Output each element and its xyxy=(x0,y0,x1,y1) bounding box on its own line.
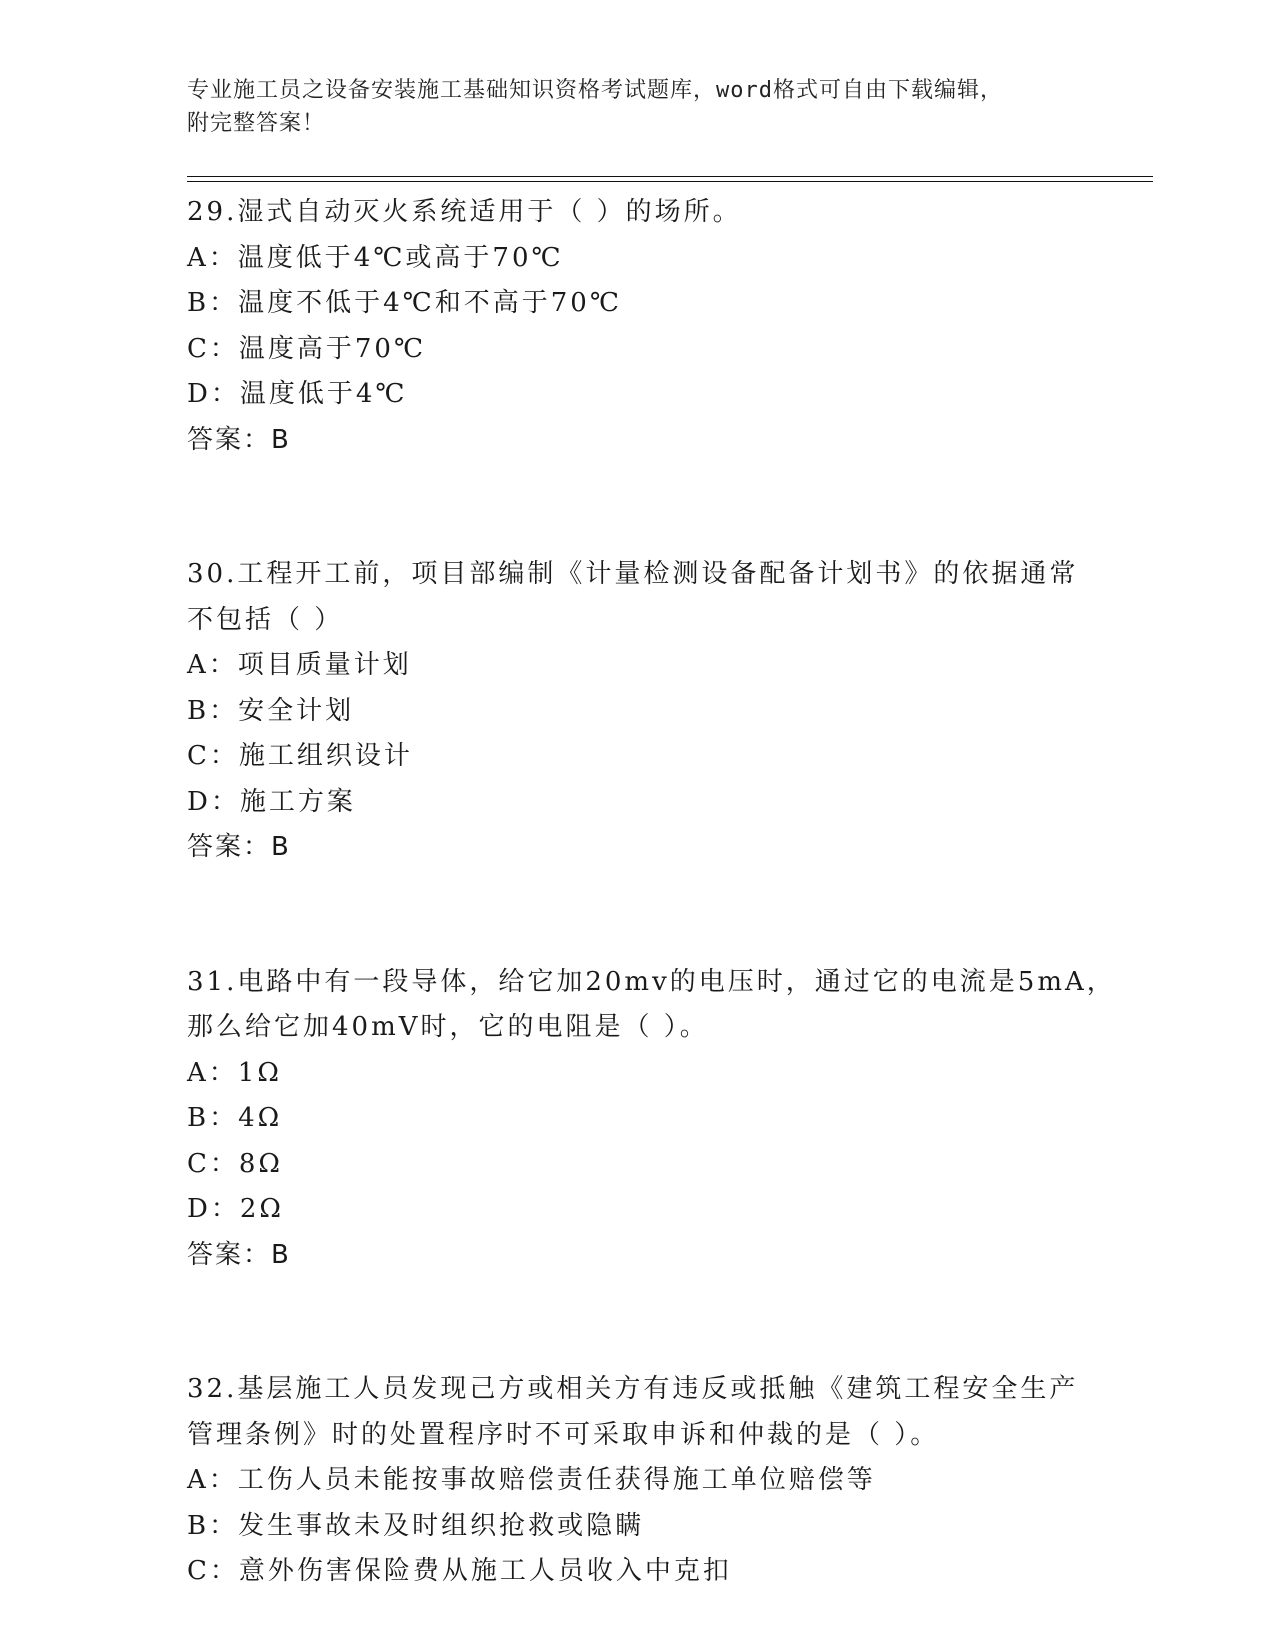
question-text: 31.电路中有一段导体，给它加20mv的电压时，通过它的电流是5mA， xyxy=(187,966,1116,997)
answer: 答案：B xyxy=(187,1239,291,1270)
question-text: 30.工程开工前，项目部编制《计量检测设备配备计划书》的依据通常 xyxy=(187,559,1079,589)
option-b: B：4Ω xyxy=(187,1103,283,1133)
option-a: A：1Ω xyxy=(187,1057,282,1088)
question-text: 32.基层施工人员发现己方或相关方有违反或抵触《建筑工程安全生产 xyxy=(187,1374,1079,1404)
answer: 答案：B xyxy=(187,424,291,455)
question-text-continued: 管理条例》时的处置程序时不可采取申诉和仲裁的是（ ）。 xyxy=(187,1419,940,1450)
option-c: C：施工组织设计 xyxy=(187,741,413,771)
question-31 xyxy=(187,960,1116,1279)
question-32 xyxy=(187,1367,1087,1595)
option-c: C：温度高于70℃ xyxy=(187,333,427,364)
option-b: B：温度不低于4℃和不高于70℃ xyxy=(187,288,622,318)
option-a: A：项目质量计划 xyxy=(187,650,412,680)
question-text-continued: 不包括（ ） xyxy=(187,604,344,635)
document-header xyxy=(187,74,1087,140)
header-divider-bottom xyxy=(187,181,1153,182)
option-c: C：意外伤害保险费从施工人员收入中克扣 xyxy=(187,1556,732,1586)
option-d: D：温度低于4℃ xyxy=(187,379,408,409)
option-d: D：2Ω xyxy=(187,1194,284,1224)
question-text-continued: 那么给它加40mV时，它的电阻是（ ）。 xyxy=(187,1012,709,1042)
option-a: A：工伤人员未能按事故赔偿责任获得施工单位赔偿等 xyxy=(187,1465,876,1495)
option-d: D：施工方案 xyxy=(187,786,356,817)
option-b: B：发生事故未及时组织抢救或隐瞒 xyxy=(187,1510,645,1541)
option-a: A：温度低于4℃或高于70℃ xyxy=(187,242,564,273)
header-line-2: 附完整答案！ xyxy=(187,111,326,136)
question-30 xyxy=(187,552,1087,871)
option-c: C：8Ω xyxy=(187,1148,283,1179)
question-29 xyxy=(187,190,1087,463)
answer: 答案：B xyxy=(187,832,291,862)
question-text: 29.湿式自动灭火系统适用于（ ）的场所。 xyxy=(187,197,742,227)
header-divider-top xyxy=(187,176,1153,177)
question-list xyxy=(187,190,1116,1595)
header-line-1: 专业施工员之设备安装施工基础知识资格考试题库，word格式可自由下载编辑， xyxy=(187,78,1003,103)
option-b: B：安全计划 xyxy=(187,695,355,726)
